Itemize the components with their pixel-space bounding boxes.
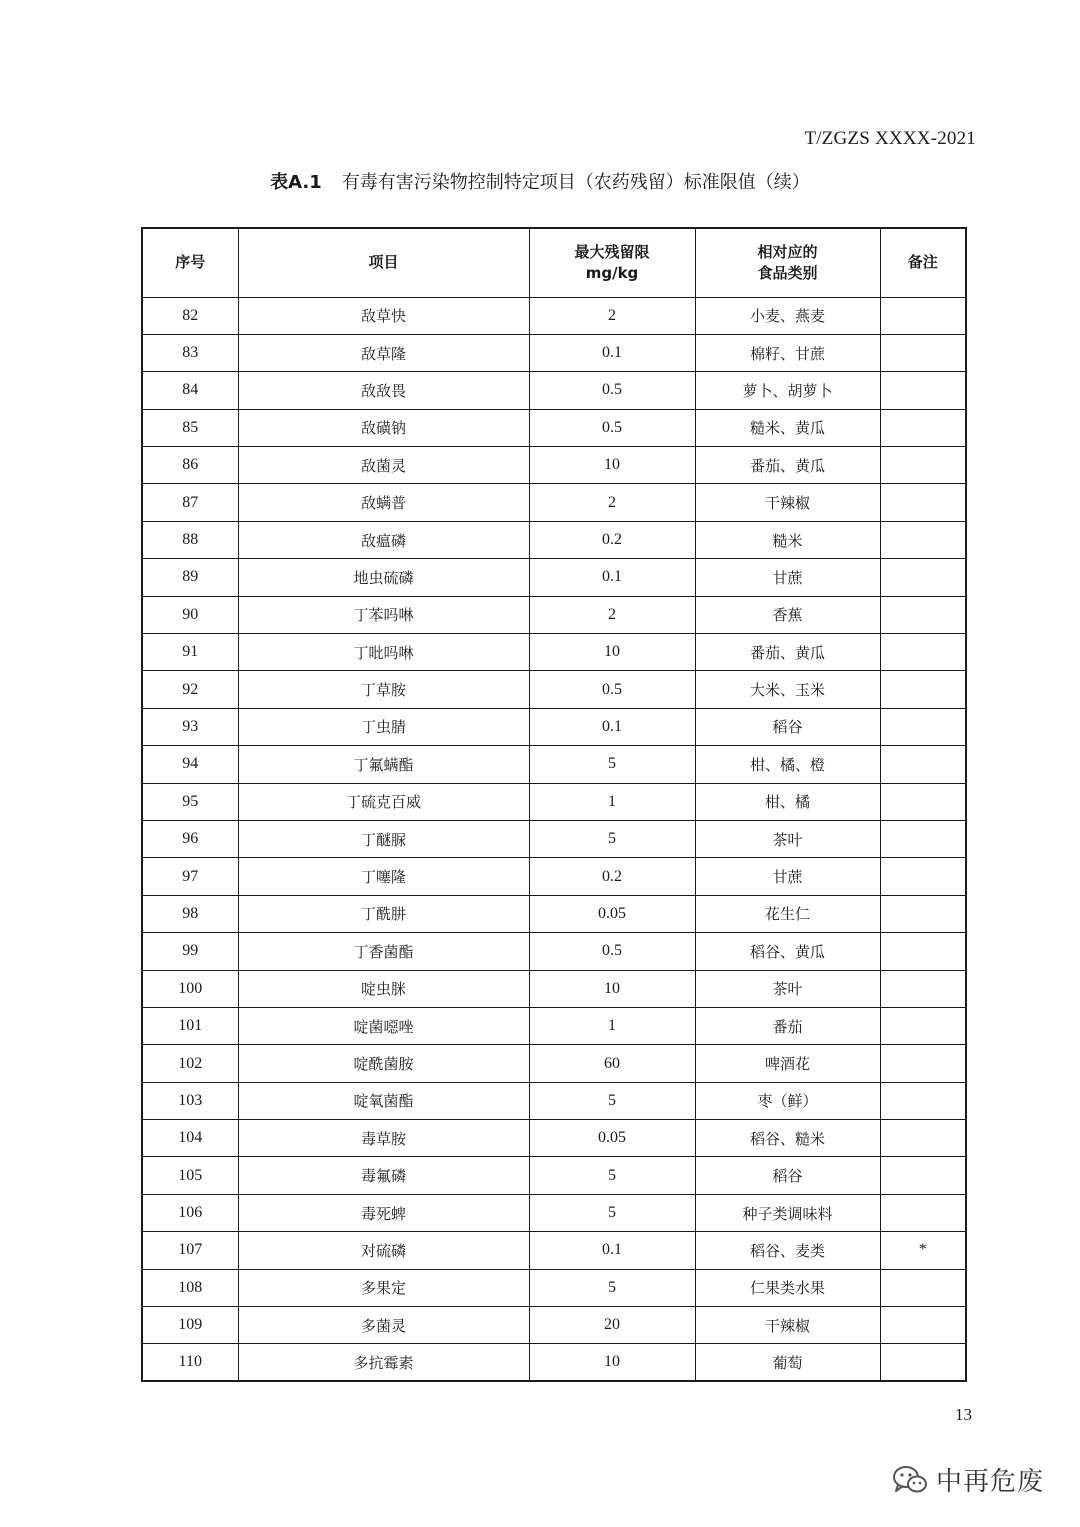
cell-limit: 10 [529, 970, 695, 1007]
cell-food: 稻谷 [695, 1157, 880, 1194]
cell-no: 90 [142, 596, 238, 633]
cell-item: 毒氟磷 [238, 1157, 529, 1194]
cell-limit: 0.2 [529, 521, 695, 558]
cell-food: 茶叶 [695, 970, 880, 1007]
table-row [142, 521, 966, 558]
header-limit-label: 最大残留限 [574, 242, 650, 261]
document-id: T/ZGZS XXXX-2021 [804, 128, 976, 149]
cell-limit: 10 [529, 634, 695, 671]
cell-note [880, 1194, 966, 1231]
cell-limit: 5 [529, 746, 695, 783]
cell-no: 102 [142, 1045, 238, 1082]
cell-food: 甘蔗 [695, 559, 880, 596]
cell-food: 种子类调味料 [695, 1194, 880, 1231]
wechat-icon [892, 1465, 928, 1495]
table-header-row [142, 228, 966, 297]
cell-limit: 2 [529, 484, 695, 521]
cell-note [880, 895, 966, 932]
cell-item: 毒死蜱 [238, 1194, 529, 1231]
cell-food: 啤酒花 [695, 1045, 880, 1082]
cell-item: 丁酰肼 [238, 895, 529, 932]
table-row [142, 409, 966, 446]
cell-item: 敌磺钠 [238, 409, 529, 446]
cell-note [880, 1344, 966, 1381]
table-row [142, 372, 966, 409]
table-row [142, 1232, 966, 1269]
cell-food: 糙米 [695, 521, 880, 558]
cell-limit: 5 [529, 820, 695, 857]
cell-limit: 0.5 [529, 933, 695, 970]
cell-note [880, 1120, 966, 1157]
cell-limit: 0.05 [529, 895, 695, 932]
cell-note [880, 1045, 966, 1082]
cell-item: 敌草隆 [238, 334, 529, 371]
cell-item: 丁醚脲 [238, 820, 529, 857]
cell-item: 丁噻隆 [238, 858, 529, 895]
cell-no: 93 [142, 708, 238, 745]
table-row [142, 447, 966, 484]
cell-food: 稻谷、麦类 [695, 1232, 880, 1269]
cell-item: 啶氧菌酯 [238, 1082, 529, 1119]
cell-item: 啶酰菌胺 [238, 1045, 529, 1082]
cell-note [880, 746, 966, 783]
cell-note: * [880, 1232, 966, 1269]
cell-item: 毒草胺 [238, 1120, 529, 1157]
cell-limit: 0.5 [529, 372, 695, 409]
cell-note [880, 1007, 966, 1044]
cell-note [880, 783, 966, 820]
cell-no: 94 [142, 746, 238, 783]
cell-no: 83 [142, 334, 238, 371]
cell-item: 多菌灵 [238, 1307, 529, 1344]
page-number: 13 [955, 1405, 972, 1424]
cell-no: 106 [142, 1194, 238, 1231]
table-row [142, 858, 966, 895]
cell-item: 丁吡吗啉 [238, 634, 529, 671]
table-row [142, 1194, 966, 1231]
cell-note [880, 596, 966, 633]
table-row [142, 559, 966, 596]
cell-limit: 0.1 [529, 559, 695, 596]
cell-food: 香蕉 [695, 596, 880, 633]
cell-note [880, 933, 966, 970]
cell-no: 91 [142, 634, 238, 671]
cell-no: 101 [142, 1007, 238, 1044]
cell-food: 枣（鲜） [695, 1082, 880, 1119]
table-row [142, 1157, 966, 1194]
table-row [142, 933, 966, 970]
table-row [142, 1007, 966, 1044]
cell-note [880, 1157, 966, 1194]
table-row [142, 297, 966, 334]
cell-limit: 1 [529, 1007, 695, 1044]
cell-food: 葡萄 [695, 1344, 880, 1381]
cell-no: 95 [142, 783, 238, 820]
cell-item: 丁虫腈 [238, 708, 529, 745]
cell-limit: 10 [529, 1344, 695, 1381]
cell-note [880, 708, 966, 745]
header-food [695, 228, 880, 297]
cell-note [880, 297, 966, 334]
cell-limit: 2 [529, 297, 695, 334]
cell-limit: 20 [529, 1307, 695, 1344]
header-item: 项目 [238, 228, 529, 297]
cell-no: 100 [142, 970, 238, 1007]
cell-no: 84 [142, 372, 238, 409]
cell-note [880, 820, 966, 857]
cell-food: 番茄、黄瓜 [695, 634, 880, 671]
cell-item: 敌草快 [238, 297, 529, 334]
header-note: 备注 [880, 228, 966, 297]
cell-limit: 10 [529, 447, 695, 484]
table-title: 有毒有害污染物控制特定项目（农药残留）标准限值（续） [341, 172, 810, 193]
cell-food: 番茄 [695, 1007, 880, 1044]
cell-note [880, 1307, 966, 1344]
cell-note [880, 521, 966, 558]
cell-item: 敌瘟磷 [238, 521, 529, 558]
cell-food: 仁果类水果 [695, 1269, 880, 1306]
cell-limit: 0.2 [529, 858, 695, 895]
cell-item: 丁香菌酯 [238, 933, 529, 970]
cell-note [880, 634, 966, 671]
cell-no: 97 [142, 858, 238, 895]
cell-no: 96 [142, 820, 238, 857]
cell-limit: 2 [529, 596, 695, 633]
cell-limit: 5 [529, 1082, 695, 1119]
cell-no: 85 [142, 409, 238, 446]
cell-food: 稻谷、黄瓜 [695, 933, 880, 970]
header-food-line2: 食品类别 [757, 263, 818, 282]
cell-limit: 1 [529, 783, 695, 820]
cell-item: 丁氟螨酯 [238, 746, 529, 783]
cell-food: 稻谷 [695, 708, 880, 745]
watermark-text: 中再危废 [935, 1467, 1044, 1497]
table-row [142, 1082, 966, 1119]
cell-item: 对硫磷 [238, 1232, 529, 1269]
table-row [142, 1344, 966, 1381]
table-row [142, 970, 966, 1007]
cell-food: 茶叶 [695, 820, 880, 857]
header-limit [529, 228, 695, 297]
cell-item: 多果定 [238, 1269, 529, 1306]
cell-note [880, 970, 966, 1007]
cell-item: 啶菌噁唑 [238, 1007, 529, 1044]
table-row [142, 1307, 966, 1344]
cell-limit: 0.1 [529, 1232, 695, 1269]
cell-limit: 0.5 [529, 671, 695, 708]
cell-note [880, 671, 966, 708]
cell-note [880, 372, 966, 409]
cell-note [880, 858, 966, 895]
cell-item: 敌螨普 [238, 484, 529, 521]
cell-food: 棉籽、甘蔗 [695, 334, 880, 371]
cell-limit: 5 [529, 1269, 695, 1306]
cell-food: 花生仁 [695, 895, 880, 932]
cell-note [880, 409, 966, 446]
cell-note [880, 484, 966, 521]
cell-item: 敌敌畏 [238, 372, 529, 409]
cell-no: 107 [142, 1232, 238, 1269]
cell-food: 干辣椒 [695, 484, 880, 521]
cell-no: 98 [142, 895, 238, 932]
header-food-line1: 相对应的 [757, 242, 818, 261]
header-limit-unit: mg/kg [585, 263, 639, 282]
table-row [142, 783, 966, 820]
watermark [892, 1461, 1044, 1498]
table-row [142, 1045, 966, 1082]
table-body [142, 297, 966, 1381]
cell-note [880, 334, 966, 371]
cell-limit: 5 [529, 1157, 695, 1194]
table-row [142, 671, 966, 708]
cell-item: 丁硫克百威 [238, 783, 529, 820]
cell-food: 柑、橘、橙 [695, 746, 880, 783]
cell-note [880, 559, 966, 596]
cell-food: 小麦、燕麦 [695, 297, 880, 334]
table-row [142, 1120, 966, 1157]
cell-no: 82 [142, 297, 238, 334]
table-row [142, 895, 966, 932]
table-row [142, 746, 966, 783]
cell-item: 啶虫脒 [238, 970, 529, 1007]
cell-no: 99 [142, 933, 238, 970]
cell-no: 92 [142, 671, 238, 708]
cell-note [880, 1269, 966, 1306]
table-row [142, 484, 966, 521]
cell-item: 多抗霉素 [238, 1344, 529, 1381]
cell-limit: 0.1 [529, 708, 695, 745]
pesticide-limit-table [141, 227, 967, 1382]
table-row [142, 820, 966, 857]
cell-no: 89 [142, 559, 238, 596]
cell-no: 105 [142, 1157, 238, 1194]
cell-item: 地虫硫磷 [238, 559, 529, 596]
cell-note [880, 1082, 966, 1119]
cell-food: 大米、玉米 [695, 671, 880, 708]
cell-no: 87 [142, 484, 238, 521]
cell-food: 糙米、黄瓜 [695, 409, 880, 446]
cell-note [880, 447, 966, 484]
cell-no: 108 [142, 1269, 238, 1306]
cell-no: 110 [142, 1344, 238, 1381]
table-caption [0, 168, 1080, 194]
cell-no: 109 [142, 1307, 238, 1344]
header-no: 序号 [142, 228, 238, 297]
cell-food: 柑、橘 [695, 783, 880, 820]
cell-item: 丁草胺 [238, 671, 529, 708]
table-number: 表A.1 [270, 172, 322, 193]
cell-food: 萝卜、胡萝卜 [695, 372, 880, 409]
table-row [142, 1269, 966, 1306]
cell-no: 103 [142, 1082, 238, 1119]
cell-limit: 0.05 [529, 1120, 695, 1157]
cell-no: 86 [142, 447, 238, 484]
table-row [142, 634, 966, 671]
cell-limit: 0.5 [529, 409, 695, 446]
table-row [142, 596, 966, 633]
cell-food: 甘蔗 [695, 858, 880, 895]
cell-food: 干辣椒 [695, 1307, 880, 1344]
cell-no: 104 [142, 1120, 238, 1157]
cell-no: 88 [142, 521, 238, 558]
cell-limit: 5 [529, 1194, 695, 1231]
table-row [142, 334, 966, 371]
cell-limit: 60 [529, 1045, 695, 1082]
table-row [142, 708, 966, 745]
cell-limit: 0.1 [529, 334, 695, 371]
cell-item: 丁苯吗啉 [238, 596, 529, 633]
cell-item: 敌菌灵 [238, 447, 529, 484]
cell-food: 番茄、黄瓜 [695, 447, 880, 484]
cell-food: 稻谷、糙米 [695, 1120, 880, 1157]
